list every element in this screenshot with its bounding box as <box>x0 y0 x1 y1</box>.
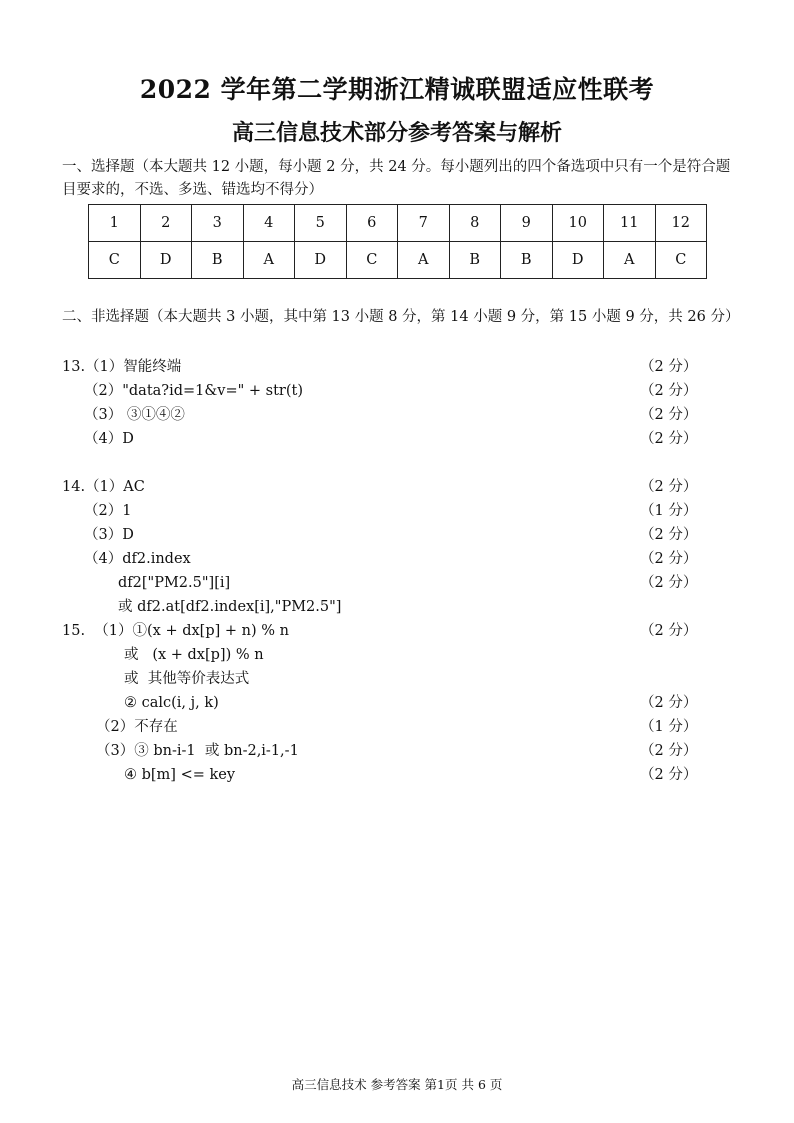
answer-line <box>0 404 794 426</box>
answer-line <box>0 644 794 666</box>
answer-text: ④ b[m] <= key <box>124 767 236 783</box>
answer-line <box>0 548 794 570</box>
answer-points: （2 分） <box>640 431 698 447</box>
answer-cell: B <box>501 242 553 279</box>
question-number-cell: 3 <box>192 205 244 242</box>
answer-text: （2）不存在 <box>96 719 178 735</box>
answer-points: （2 分） <box>640 743 698 759</box>
answer-text: ② calc(i, j, k) <box>124 695 219 711</box>
answer-line <box>0 764 794 786</box>
page-subtitle: 高三信息技术部分参考答案与解析 <box>231 120 562 146</box>
answer-text: （3）③ bn-i-1 或 bn-2,i-1,-1 <box>96 743 299 759</box>
answer-points: （2 分） <box>640 527 698 543</box>
answer-cell: D <box>295 242 347 279</box>
page-title: 2022 学年第二学期浙江精诚联盟适应性联考 <box>139 75 655 104</box>
question-number-cell: 7 <box>398 205 450 242</box>
question-number-cell: 5 <box>295 205 347 242</box>
answer-text: （2）1 <box>84 503 132 519</box>
answer-text: （3）D <box>84 527 134 543</box>
question-number-cell: 2 <box>140 205 192 242</box>
answer-text: 13.（1）智能终端 <box>62 359 182 375</box>
answer-row <box>89 242 707 279</box>
answer-line <box>0 620 794 642</box>
answer-points: （1 分） <box>640 503 698 519</box>
page-footer: 高三信息技术 参考答案 第1页 共 6 页 <box>291 1077 503 1092</box>
answer-line <box>0 572 794 594</box>
question-number-cell: 1 <box>89 205 141 242</box>
question-number-cell: 9 <box>501 205 553 242</box>
answer-points: （2 分） <box>640 767 698 783</box>
answer-cell: C <box>89 242 141 279</box>
question-number-cell: 8 <box>449 205 501 242</box>
answer-line <box>0 668 794 690</box>
answer-line <box>0 692 794 714</box>
answer-cell: A <box>604 242 656 279</box>
question-number-cell: 10 <box>552 205 604 242</box>
answer-text: 15. （1）①(x + dx[p] + n) % n <box>62 623 289 639</box>
question-number-cell: 6 <box>346 205 398 242</box>
answer-points: （2 分） <box>640 479 698 495</box>
answer-line <box>0 524 794 546</box>
answer-cell: A <box>398 242 450 279</box>
answer-cell: B <box>192 242 244 279</box>
answer-text: （3） ③①④② <box>84 407 185 423</box>
question-number-row <box>89 205 707 242</box>
answer-text: 或 df2.at[df2.index[i],"PM2.5"] <box>118 599 342 615</box>
answer-line <box>0 356 794 378</box>
answer-points: （2 分） <box>640 695 698 711</box>
answer-points: （1 分） <box>640 719 698 735</box>
question-number-cell: 11 <box>604 205 656 242</box>
answer-points: （2 分） <box>640 359 698 375</box>
answer-line <box>0 500 794 522</box>
answer-text: df2["PM2.5"][i] <box>118 575 231 591</box>
answer-points: （2 分） <box>640 575 698 591</box>
question-number-cell: 4 <box>243 205 295 242</box>
section1-intro: 一、选择题（本大题共 12 小题，每小题 2 分，共 24 分。每小题列出的四个备选项中只有一个是符合题目要求的，不选、多选、错选均不得分） <box>62 159 731 198</box>
answer-text: 14.（1）AC <box>62 479 145 495</box>
answer-text: 或 其他等价表达式 <box>124 671 250 687</box>
answer-cell: B <box>449 242 501 279</box>
answer-line <box>0 476 794 498</box>
question-number-cell: 12 <box>655 205 707 242</box>
answer-text: （2）"data?id=1&v=" + str(t) <box>84 383 303 399</box>
answer-cell: D <box>552 242 604 279</box>
answer-text: （4）df2.index <box>84 551 191 567</box>
answer-line <box>0 380 794 402</box>
answer-cell: D <box>140 242 192 279</box>
answer-cell: C <box>655 242 707 279</box>
answer-line <box>0 428 794 450</box>
answer-text: 或 (x + dx[p]) % n <box>124 647 264 663</box>
answer-cell: A <box>243 242 295 279</box>
section2-intro: 二、非选择题（本大题共 3 小题，其中第 13 小题 8 分，第 14 小题 9 分，第 15 小题 9 分，共 26 分） <box>62 309 740 325</box>
answer-line <box>0 716 794 738</box>
answer-points: （2 分） <box>640 407 698 423</box>
answer-text: （4）D <box>84 431 134 447</box>
answer-points: （2 分） <box>640 623 698 639</box>
answer-points: （2 分） <box>640 383 698 399</box>
answer-line <box>0 740 794 762</box>
answer-cell: C <box>346 242 398 279</box>
answer-points: （2 分） <box>640 551 698 567</box>
answer-line <box>0 596 794 618</box>
answer-key-table <box>88 204 707 279</box>
